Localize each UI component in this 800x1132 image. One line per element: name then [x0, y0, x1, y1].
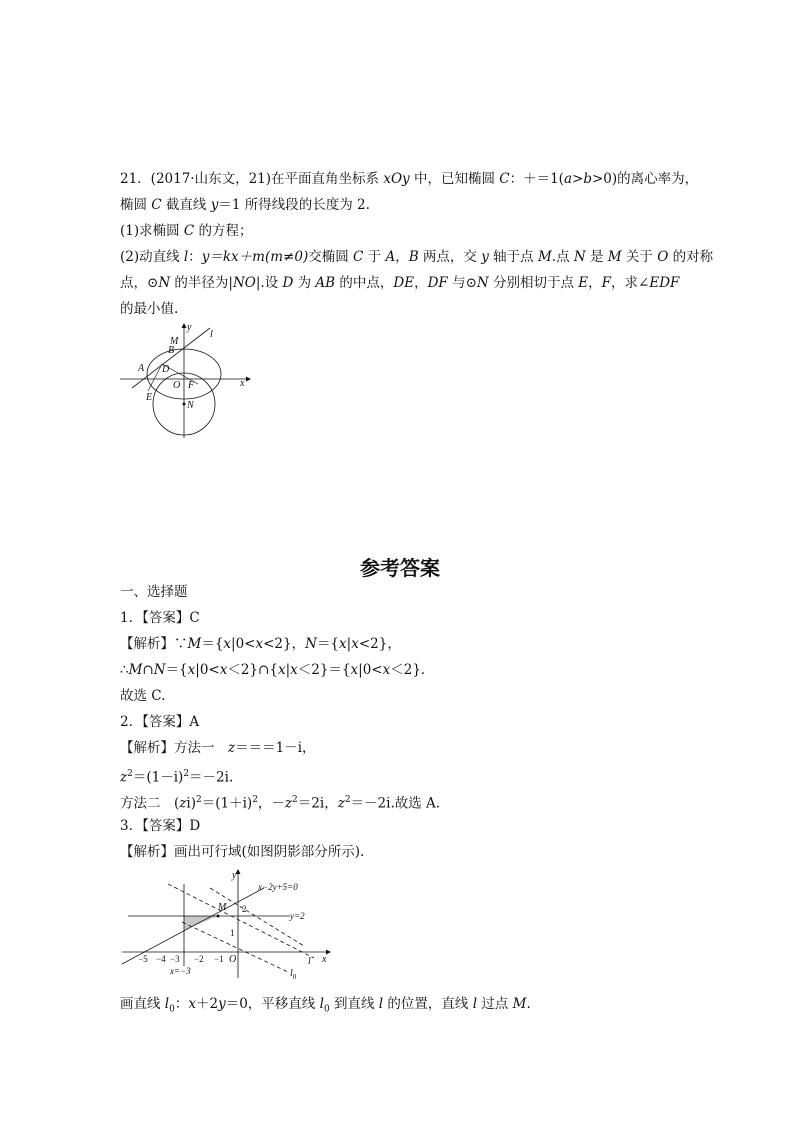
- a3-last-line: 画直线 $l_0$：x＋2y＝0，平移直线 $l_0$ 到直线 l 的位置，直线 l 过点 M.: [120, 996, 531, 1015]
- a2-line1: 【解析】方法一 z＝＝＝1－i，: [120, 740, 316, 756]
- label-e: E: [146, 392, 153, 403]
- q21-figure: [118, 320, 253, 442]
- a1-head: 1．【答案】C: [120, 610, 200, 626]
- tick-m2: −2: [194, 954, 204, 964]
- a1-line2: ∴M∩N＝{x|0<x＜2}∩{x|x＜2}＝{x|0<x＜2}．: [120, 662, 435, 678]
- a1-line3: 故选 C.: [120, 688, 166, 704]
- q21-line1: 21．(2017·山东文，21)在平面直角坐标系 xOy 中，已知椭圆 C：＋＝1(a>b>0)的离心率为，: [120, 171, 699, 187]
- label-l: l: [308, 956, 311, 967]
- x-axis-arrow-icon: [326, 950, 331, 955]
- label-y: y: [187, 322, 192, 333]
- label-xm3: x=−3: [170, 966, 191, 976]
- q21-part2: (2)动直线 l：y＝kx＋m(m≠0)交椭圆 C 于 A，B 两点，交 y 轴于点 M.点 N 是 M 关于 O 的对称: [120, 249, 714, 265]
- label-l: l: [210, 329, 213, 340]
- tick-m3: −3: [170, 954, 180, 964]
- label-l0: $l_0$: [290, 968, 297, 981]
- section-choice: 一、选择题: [120, 584, 188, 600]
- q21-line5: 的最小值.: [120, 301, 179, 317]
- a2-line3: 方法二 $(zi)^2=(1+i)^2$，$-z^2=2i$，$z^2=-2i$.故选 A.: [120, 795, 441, 812]
- label-y2: y=2: [290, 911, 305, 921]
- x-axis-arrow-icon: [246, 377, 251, 382]
- tick-m1: −1: [214, 954, 224, 964]
- a3-line1: 【解析】画出可行域(如图阴影部分所示).: [120, 844, 365, 860]
- q21-part1: (1)求椭圆 C 的方程；: [120, 223, 253, 239]
- q21-line4: 点，⊙N 的半径为|NO|.设 D 为 AB 的中点，DE，DF 与⊙N 分别相切于点 E，F，求∠EDF: [120, 275, 680, 291]
- label-f: F: [188, 380, 195, 391]
- point-m: [217, 915, 220, 918]
- label-x: x: [322, 954, 327, 965]
- label-m: M: [218, 902, 227, 913]
- label-line-eq: x−2y+5=0: [258, 882, 298, 892]
- y-axis-arrow-icon: [182, 323, 187, 328]
- answer-title: 参考答案: [360, 556, 440, 580]
- tick-m4: −4: [156, 954, 166, 964]
- line-x-2y-5: [122, 888, 264, 964]
- tick-m5: −5: [138, 954, 148, 964]
- label-y: y: [232, 870, 237, 881]
- a3-head: 3．【答案】D: [120, 818, 201, 834]
- label-d: D: [162, 364, 170, 375]
- label-b: B: [168, 345, 175, 356]
- a3-figure: [118, 866, 338, 984]
- label-a: A: [138, 363, 145, 374]
- label-two: 2: [242, 904, 247, 914]
- segment-de: [148, 364, 162, 391]
- label-o: O: [173, 380, 181, 391]
- a2-head: 2．【答案】A: [120, 714, 200, 730]
- a1-line1: 【解析】∵M＝{x|0<x<2}，N＝{x|x<2}，: [120, 636, 401, 652]
- a2-line2: $z^2=(1-i)^2=-2i$.: [120, 769, 234, 786]
- label-n: N: [187, 400, 194, 411]
- q21-line2: 椭圆 C 截直线 y＝1 所得线段的长度为 2.: [120, 197, 370, 213]
- label-one: 1: [230, 928, 235, 938]
- point-n: [183, 403, 186, 406]
- label-x: x: [240, 378, 245, 389]
- label-m: M: [170, 336, 179, 347]
- label-o: O: [229, 954, 237, 965]
